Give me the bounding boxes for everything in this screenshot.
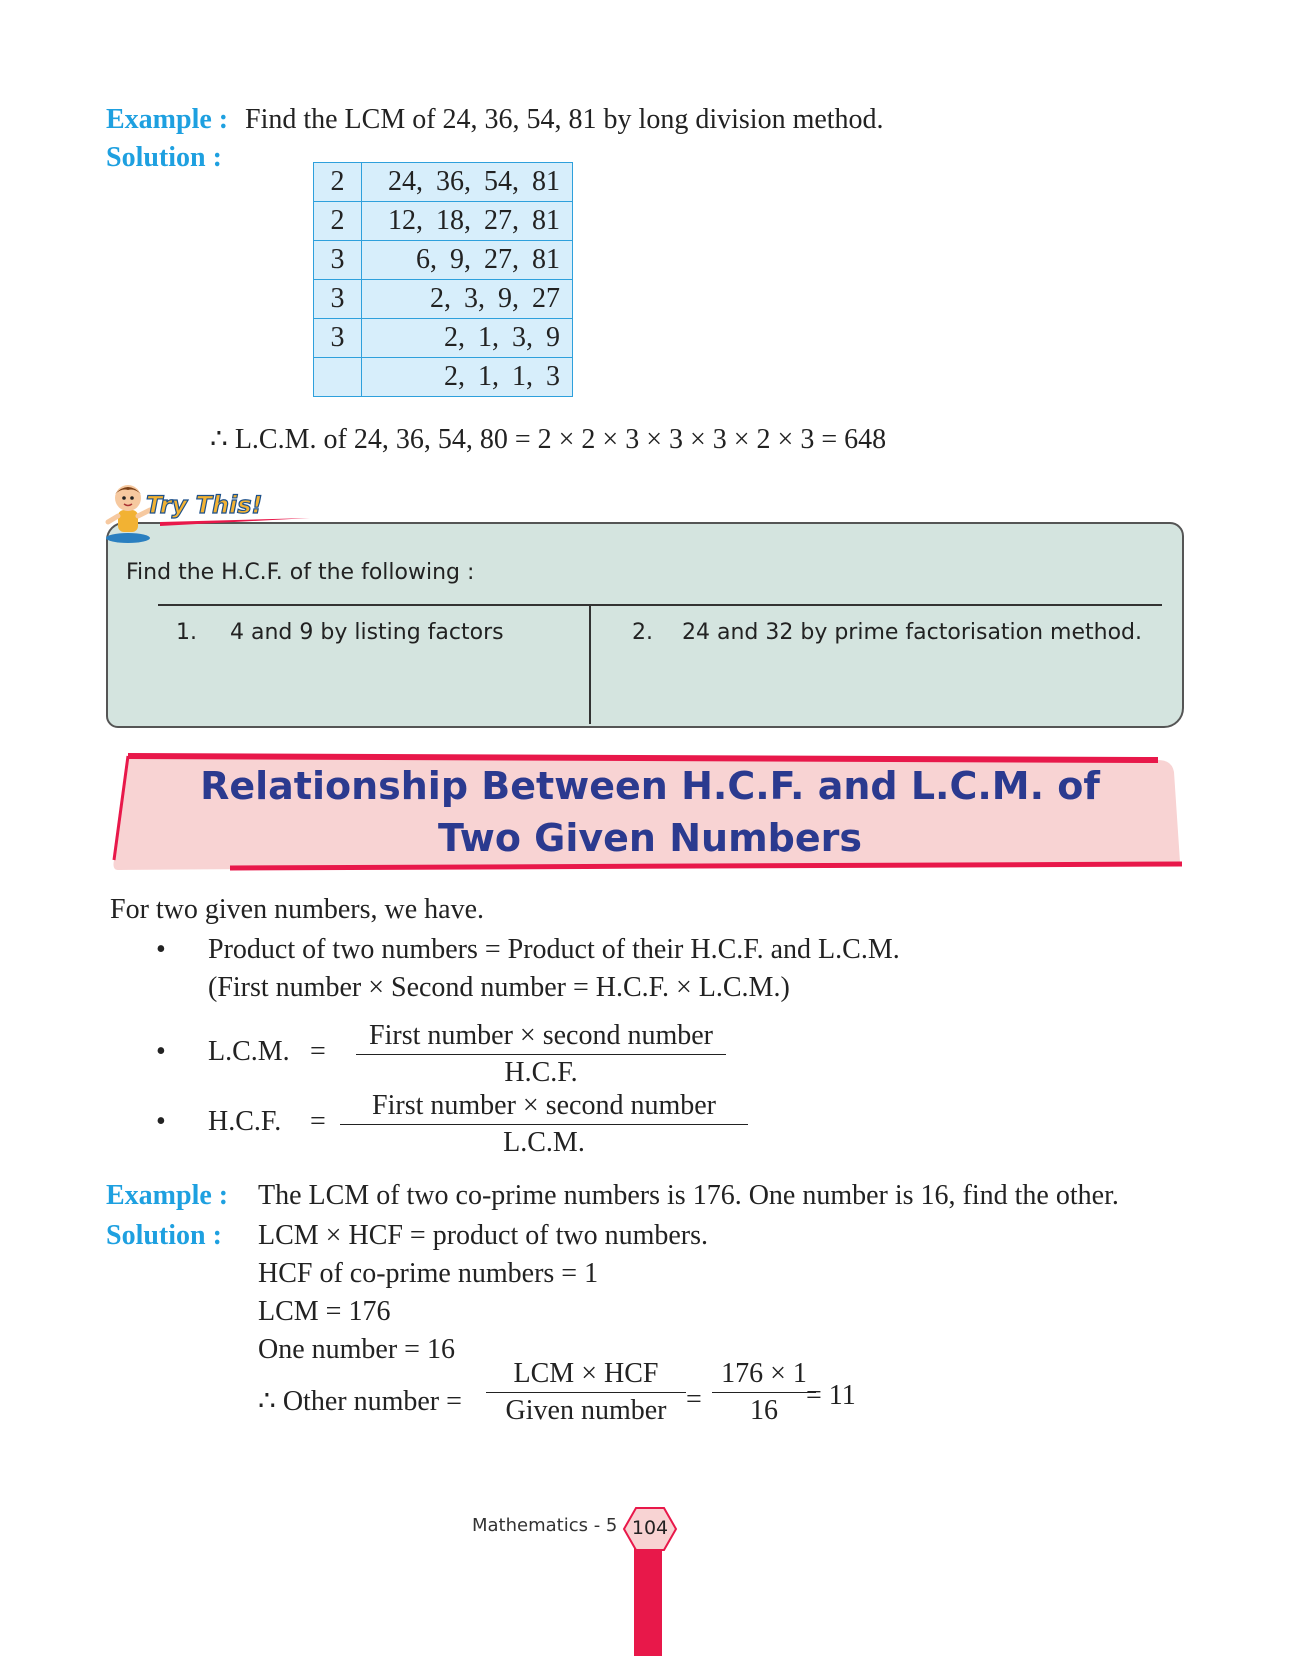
solution-line-1: LCM × HCF = product of two numbers. xyxy=(258,1220,709,1251)
divider-line xyxy=(158,604,1162,606)
divisor-cell: 2 xyxy=(314,163,362,202)
example-question: The LCM of two co-prime numbers is 176. One number is 16, find the other. xyxy=(258,1180,1119,1211)
divisor-cell: 3 xyxy=(314,241,362,280)
boy-illustration-icon xyxy=(106,485,150,543)
other-number-label: ∴ Other number = xyxy=(258,1386,462,1417)
column-divider xyxy=(589,604,591,724)
division-table xyxy=(313,162,573,397)
book-title: Mathematics - 5 xyxy=(472,1515,618,1536)
try-this-badge xyxy=(100,480,310,550)
lcm-denominator: H.C.F. xyxy=(504,1057,578,1088)
values-cell: 6, 9, 27, 81 xyxy=(362,241,573,280)
fraction-values xyxy=(712,1358,816,1427)
table-row xyxy=(314,358,573,397)
badge-swoosh xyxy=(160,518,310,526)
table-row xyxy=(314,163,573,202)
hcf-denominator: L.C.M. xyxy=(503,1127,585,1158)
section-title xyxy=(140,760,1160,864)
lcm-numerator: First number × second number xyxy=(356,1020,726,1055)
values-cell: 2, 1, 1, 3 xyxy=(362,358,573,397)
equals-sign: = xyxy=(686,1384,702,1415)
divisor-cell: 3 xyxy=(314,319,362,358)
lcm-result: ∴ L.C.M. of 24, 36, 54, 80 = 2 × 2 × 3 × 3 × 3 × 2 × 3 = 648 xyxy=(210,424,887,455)
solution-line-3: LCM = 176 xyxy=(258,1296,391,1327)
values-cell: 24, 36, 54, 81 xyxy=(362,163,573,202)
solution-line-2: HCF of co-prime numbers = 1 xyxy=(258,1258,599,1289)
lcm-formula xyxy=(356,1020,726,1089)
table-row xyxy=(314,241,573,280)
try-prompt: Find the H.C.F. of the following : xyxy=(126,560,475,585)
hcf-equals: = xyxy=(310,1106,326,1137)
try-item-2-number: 2. xyxy=(632,620,653,645)
fraction-1-numerator: LCM × HCF xyxy=(486,1358,686,1393)
values-cell: 2, 1, 3, 9 xyxy=(362,319,573,358)
relationship-intro: For two given numbers, we have. xyxy=(110,894,485,925)
try-item-1-number: 1. xyxy=(176,620,197,645)
table-row xyxy=(314,202,573,241)
solution-label: Solution : xyxy=(106,1220,222,1251)
answer: = 11 xyxy=(806,1380,856,1411)
solution-line-4: One number = 16 xyxy=(258,1334,455,1365)
fraction-2-denominator: 16 xyxy=(750,1395,778,1426)
section-title-line-2: Two Given Numbers xyxy=(437,816,862,860)
hcf-label: H.C.F. xyxy=(208,1106,282,1137)
page-tab xyxy=(634,1548,662,1656)
bullet-icon: • xyxy=(156,1106,166,1137)
try-item-2-text: 24 and 32 by prime factorisation method. xyxy=(682,620,1143,645)
table-row xyxy=(314,280,573,319)
values-cell: 12, 18, 27, 81 xyxy=(362,202,573,241)
solution-label: Solution : xyxy=(106,142,222,173)
try-item-1-text: 4 and 9 by listing factors xyxy=(230,620,504,645)
hcf-numerator: First number × second number xyxy=(340,1090,748,1125)
table-row xyxy=(314,319,573,358)
example-question: Find the LCM of 24, 36, 54, 81 by long division method. xyxy=(245,104,884,135)
lcm-label: L.C.M. xyxy=(208,1036,290,1067)
divisor-cell: 3 xyxy=(314,280,362,319)
fraction-2-numerator: 176 × 1 xyxy=(712,1358,816,1393)
example-label: Example : xyxy=(106,1180,229,1211)
fraction-1-denominator: Given number xyxy=(505,1395,667,1426)
values-cell: 2, 3, 9, 27 xyxy=(362,280,573,319)
lcm-equals: = xyxy=(310,1036,326,1067)
bullet-1-line-1: Product of two numbers = Product of their H.C.F. and L.C.M. xyxy=(208,934,900,965)
badge-text: Try This! xyxy=(146,491,263,519)
divisor-cell xyxy=(314,358,362,397)
hcf-formula xyxy=(340,1090,748,1159)
divisor-cell: 2 xyxy=(314,202,362,241)
page-number: 104 xyxy=(631,1517,669,1539)
example-label: Example : xyxy=(106,104,229,135)
section-title-line-1: Relationship Between H.C.F. and L.C.M. of xyxy=(200,764,1100,808)
fraction-formula xyxy=(486,1358,686,1427)
bullet-icon: • xyxy=(156,1036,166,1067)
bullet-icon: • xyxy=(156,934,166,965)
bullet-1-line-2: (First number × Second number = H.C.F. × L.C.M.) xyxy=(208,972,790,1003)
try-this-box xyxy=(106,522,1184,728)
